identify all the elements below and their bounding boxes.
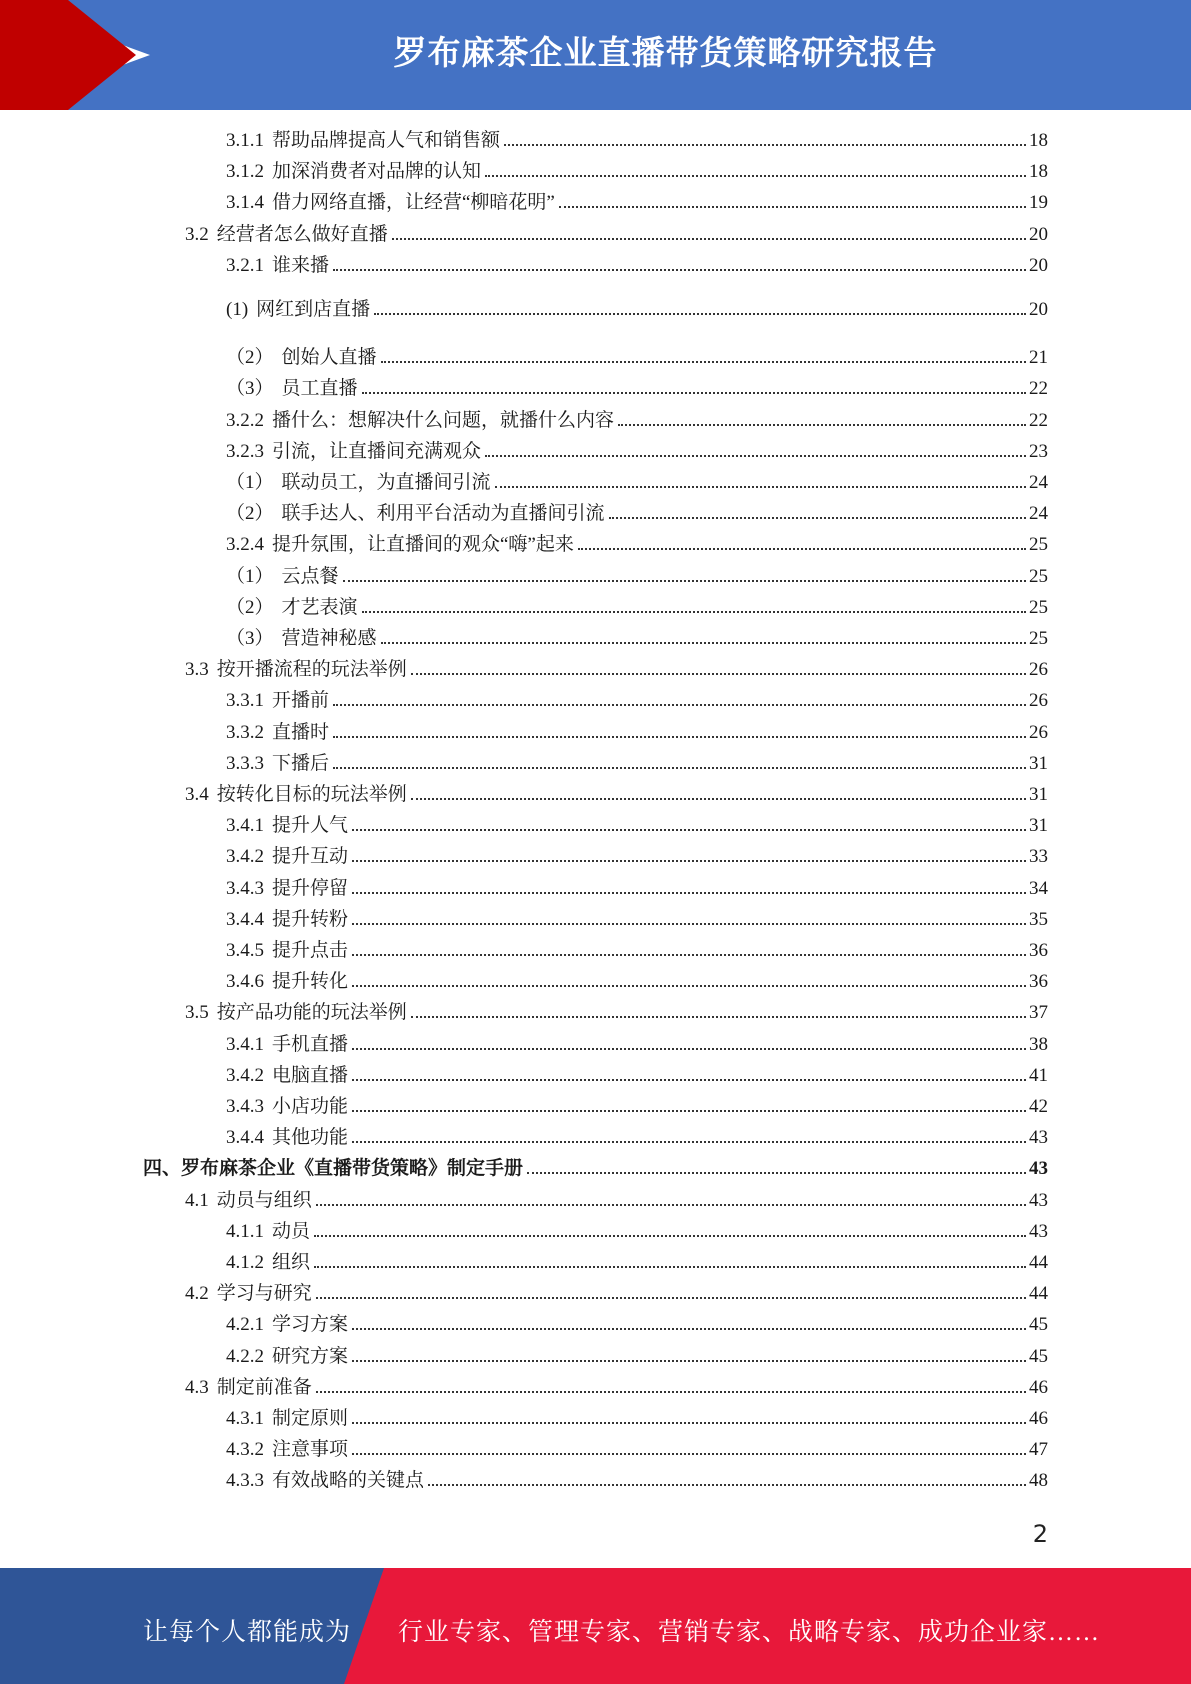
toc-entry-label: 才艺表演 — [281, 596, 358, 618]
toc-leader-dots — [504, 143, 1026, 146]
toc-entry-number: 3.3 — [185, 659, 209, 681]
toc-entry-number: 4.3.1 — [226, 1408, 264, 1429]
toc-entry-page: 36 — [1029, 940, 1048, 961]
toc-entry[interactable] — [226, 1436, 1048, 1464]
toc-entry[interactable] — [226, 812, 1048, 840]
toc-entry-number: 3.4.6 — [226, 971, 264, 993]
toc-entry-label: 制定前准备 — [216, 1376, 312, 1398]
toc-entry-page: 23 — [1029, 440, 1048, 462]
toc-entry-number: 3.4.1 — [226, 815, 264, 837]
toc-entry-page: 47 — [1029, 1439, 1048, 1461]
toc-entry-label: 提升转化 — [272, 971, 349, 993]
toc-entry-number: 4.3 — [185, 1376, 209, 1398]
toc-entry-number: 4.2.1 — [226, 1314, 264, 1336]
toc-entry-label: 创始人直播 — [281, 347, 377, 369]
toc-entry-label: 提升互动 — [272, 846, 349, 868]
toc-leader-dots — [362, 391, 1026, 394]
toc-entry-label: 小店功能 — [272, 1096, 349, 1117]
toc-entry[interactable] — [185, 1187, 1048, 1215]
toc-entry-number: 3.4.1 — [226, 1033, 264, 1055]
toc-entry-page: 35 — [1029, 908, 1048, 930]
toc-entry-number: 3.4.4 — [226, 908, 264, 930]
toc-entry-label: 提升转粉 — [272, 908, 349, 930]
toc-leader-dots — [578, 547, 1026, 550]
toc-entry-label: 其他功能 — [272, 1127, 349, 1149]
toc-entry[interactable] — [226, 531, 1048, 559]
toc-entry-page: 46 — [1029, 1376, 1048, 1398]
toc-entry-label: 按转化目标的玩法举例 — [216, 784, 407, 805]
toc-leader-dots — [352, 922, 1026, 925]
toc-entry-label: 引流，让直播间充满观众 — [272, 440, 482, 462]
toc-entry[interactable] — [226, 407, 1048, 435]
toc-leader-dots — [362, 610, 1026, 613]
toc-entry-label: 罗布麻茶企业《直播带货策略》制定手册 — [181, 1158, 524, 1180]
toc-leader-dots — [343, 579, 1026, 582]
toc-leader-dots — [381, 641, 1026, 644]
toc-leader-dots — [495, 485, 1026, 488]
toc-entry[interactable] — [226, 687, 1048, 715]
toc-entry-number: 4.2.2 — [226, 1345, 264, 1367]
toc-entry[interactable] — [226, 1093, 1048, 1121]
toc-entry-label: 提升氛围，让直播间的观众“嗨”起来 — [272, 534, 574, 556]
toc-entry-label: 提升点击 — [272, 940, 349, 961]
toc-entry-page: 24 — [1029, 503, 1048, 525]
toc-entry-number: 3.1.4 — [226, 192, 264, 214]
toc-leader-dots — [333, 268, 1026, 271]
footer-slogan-right: 行业专家、管理专家、营销专家、战略专家、成功企业家…… — [398, 1619, 1101, 1646]
toc-entry-page: 45 — [1029, 1345, 1048, 1367]
toc-entry[interactable] — [226, 1218, 1048, 1246]
toc-leader-dots — [316, 1390, 1026, 1393]
toc-entry[interactable] — [226, 189, 1048, 217]
toc-leader-dots — [485, 174, 1026, 177]
toc-entry[interactable] — [226, 127, 1048, 155]
toc-entry-label: 开播前 — [272, 690, 330, 712]
toc-entry[interactable] — [226, 500, 1048, 528]
toc-entry-number: 4.1 — [185, 1189, 209, 1211]
toc-entry-page: 20 — [1029, 299, 1048, 320]
toc-leader-dots — [428, 1483, 1026, 1486]
toc-entry[interactable] — [226, 1124, 1048, 1152]
toc-entry[interactable] — [226, 906, 1048, 934]
toc-entry-number: （1） — [226, 472, 274, 493]
toc-entry-page: 22 — [1029, 378, 1048, 400]
toc-entry-label: 手机直播 — [272, 1033, 349, 1055]
page-footer — [0, 1568, 1191, 1684]
toc-leader-dots — [352, 891, 1026, 894]
toc-entry-page: 25 — [1029, 628, 1048, 649]
toc-entry-number: 3.3.3 — [226, 752, 264, 774]
toc-entry-number: 3.2.1 — [226, 254, 264, 276]
toc-entry-label: 借力网络直播，让经营“柳暗花明” — [272, 192, 555, 214]
toc-entry[interactable] — [226, 344, 1048, 372]
toc-leader-dots — [352, 1140, 1026, 1143]
toc-entry-number: 4.2 — [185, 1283, 209, 1305]
toc-entry-label: 研究方案 — [272, 1345, 349, 1367]
toc-entry-page: 31 — [1029, 752, 1048, 774]
toc-leader-dots — [374, 312, 1026, 315]
toc-entry-page: 34 — [1029, 877, 1048, 899]
toc-entry-page: 36 — [1029, 971, 1048, 993]
toc-entry-page: 21 — [1029, 347, 1048, 369]
toc-leader-dots — [411, 797, 1026, 800]
toc-entry-page: 43 — [1029, 1220, 1048, 1242]
toc-leader-dots — [352, 1327, 1026, 1330]
toc-leader-dots — [352, 828, 1026, 831]
toc-entry-page: 25 — [1029, 565, 1048, 587]
toc-entry[interactable] — [185, 999, 1048, 1027]
toc-entry-label: 学习与研究 — [216, 1283, 312, 1305]
toc-entry-page: 48 — [1029, 1470, 1048, 1492]
toc-leader-dots — [527, 1171, 1026, 1174]
toc-entry-page: 33 — [1029, 846, 1048, 868]
document-title: 罗布麻茶企业直播带货策略研究报告 — [393, 33, 938, 72]
toc-entry-label: 员工直播 — [281, 378, 358, 400]
toc-entry[interactable] — [185, 781, 1048, 809]
toc-entry-number: 3.3.1 — [226, 690, 264, 712]
toc-entry-label: 加深消费者对品牌的认知 — [272, 161, 482, 183]
toc-entry-number: (1) — [226, 299, 249, 320]
toc-entry[interactable] — [226, 158, 1048, 186]
toc-leader-dots — [352, 1047, 1026, 1050]
toc-entry[interactable] — [226, 968, 1048, 996]
toc-entry-label: 制定原则 — [272, 1408, 349, 1429]
toc-entry-page: 42 — [1029, 1096, 1048, 1117]
toc-entry[interactable] — [226, 252, 1048, 280]
toc-leader-dots — [618, 423, 1026, 426]
toc-entry-number: （3） — [226, 628, 274, 649]
toc-entry-label: 经营者怎么做好直播 — [216, 223, 388, 245]
toc-entry-number: 3.4.2 — [226, 1064, 264, 1086]
toc-entry-number: 4.1.2 — [226, 1252, 264, 1273]
toc-entry-page: 26 — [1029, 721, 1048, 743]
toc-entry-label: 按产品功能的玩法举例 — [216, 1002, 407, 1024]
toc-entry-page: 38 — [1029, 1033, 1048, 1055]
toc-leader-dots — [352, 1078, 1026, 1081]
toc-entry[interactable] — [226, 1343, 1048, 1371]
toc-leader-dots — [411, 672, 1026, 675]
toc-entry[interactable] — [226, 937, 1048, 965]
toc-leader-dots — [316, 1296, 1026, 1299]
toc-entry-page: 44 — [1029, 1283, 1048, 1305]
toc-entry-number: 3.4.5 — [226, 940, 264, 961]
toc-entry-number: 3.2.3 — [226, 440, 264, 462]
toc-entry-label: 按开播流程的玩法举例 — [216, 659, 407, 681]
toc-entry-page: 45 — [1029, 1314, 1048, 1336]
toc-entry-page: 41 — [1029, 1064, 1048, 1086]
toc-entry[interactable] — [143, 1155, 1048, 1183]
toc-entry-label: 提升人气 — [272, 815, 349, 837]
toc-entry-number: 3.3.2 — [226, 721, 264, 743]
toc-leader-dots — [609, 516, 1026, 519]
toc-entry-page: 25 — [1029, 534, 1048, 556]
toc-entry-number: 4.3.2 — [226, 1439, 264, 1461]
toc-entry-number: 3.4.4 — [226, 1127, 264, 1149]
toc-entry-page: 31 — [1029, 784, 1048, 805]
toc-entry[interactable] — [226, 1249, 1048, 1277]
toc-entry-label: 云点餐 — [281, 565, 339, 587]
toc-entry-label: 帮助品牌提高人气和销售额 — [272, 130, 501, 151]
toc-entry[interactable] — [226, 719, 1048, 747]
page-number: 2 — [1032, 1520, 1048, 1548]
toc-leader-dots — [411, 1015, 1026, 1018]
toc-leader-dots — [352, 984, 1026, 987]
toc-entry-number: 3.5 — [185, 1002, 209, 1024]
header-red-block — [0, 0, 68, 110]
toc-entry-label: 动员与组织 — [216, 1189, 312, 1211]
toc-entry-number: 3.4.2 — [226, 846, 264, 868]
footer-slogan-left: 让每个人都能成为 — [143, 1619, 352, 1646]
toc-entry-number: 3.1.2 — [226, 161, 264, 183]
toc-entry-label: 营造神秘感 — [281, 628, 377, 649]
toc-entry-label: 联手达人、利用平台活动为直播间引流 — [281, 503, 605, 525]
toc-entry-page: 20 — [1029, 254, 1048, 276]
toc-entry-number: 3.4.3 — [226, 1096, 264, 1117]
toc-entry-page: 20 — [1029, 223, 1048, 245]
toc-entry[interactable] — [226, 875, 1048, 903]
toc-entry-page: 43 — [1029, 1189, 1048, 1211]
toc-entry-page: 18 — [1029, 161, 1048, 183]
toc-leader-dots — [314, 1265, 1026, 1268]
toc-entry-number: （2） — [226, 596, 274, 618]
toc-entry-page: 22 — [1029, 409, 1048, 431]
toc-entry-page: 37 — [1029, 1002, 1048, 1024]
toc-entry-page: 24 — [1029, 472, 1048, 493]
toc-entry-label: 播什么：想解决什么问题，就播什么内容 — [272, 409, 615, 431]
toc-entry-label: 提升停留 — [272, 877, 349, 899]
page-header — [0, 0, 1191, 110]
toc-entry[interactable] — [226, 594, 1048, 622]
toc-leader-dots — [352, 953, 1026, 956]
toc-entry[interactable] — [226, 1405, 1048, 1433]
toc-entry[interactable] — [185, 221, 1048, 249]
toc-leader-dots — [352, 1452, 1026, 1455]
toc-entry-page: 46 — [1029, 1408, 1048, 1429]
toc-entry-number: 3.1.1 — [226, 130, 264, 151]
toc-entry[interactable] — [185, 1280, 1048, 1308]
toc-entry-number: 3.2.2 — [226, 409, 264, 431]
toc-entry-label: 联动员工，为直播间引流 — [281, 472, 491, 493]
toc-entry-label: 组织 — [272, 1252, 311, 1273]
toc-entry-label: 下播后 — [272, 752, 330, 774]
toc-entry[interactable] — [226, 1031, 1048, 1059]
toc-entry[interactable] — [226, 1467, 1048, 1495]
toc-leader-dots — [314, 1234, 1026, 1237]
toc-leader-dots — [352, 1421, 1026, 1424]
toc-entry-page: 44 — [1029, 1252, 1048, 1273]
toc-leader-dots — [485, 454, 1026, 457]
toc-entry[interactable] — [226, 625, 1048, 653]
toc-leader-dots — [381, 360, 1026, 363]
toc-entry-label: 直播时 — [272, 721, 330, 743]
toc-leader-dots — [559, 205, 1026, 208]
toc-entry-number: （1） — [226, 565, 274, 587]
toc-entry[interactable] — [226, 843, 1048, 871]
toc-entry-label: 网红到店直播 — [256, 299, 371, 320]
toc-entry[interactable] — [226, 1062, 1048, 1090]
toc-leader-dots — [316, 1203, 1026, 1206]
toc-entry-number: （2） — [226, 503, 274, 525]
toc-entry-page: 25 — [1029, 596, 1048, 618]
toc-leader-dots — [333, 703, 1026, 706]
toc-entry-label: 学习方案 — [272, 1314, 349, 1336]
toc-entry-label: 有效战略的关键点 — [272, 1470, 425, 1492]
toc-entry-number: 4.3.3 — [226, 1470, 264, 1492]
toc-entry-page: 26 — [1029, 659, 1048, 681]
header-red-arrow — [68, 0, 136, 110]
toc-entry-page: 26 — [1029, 690, 1048, 712]
toc-entry[interactable] — [226, 750, 1048, 778]
toc-entry-page: 31 — [1029, 815, 1048, 837]
toc-entry-number: 4.1.1 — [226, 1220, 264, 1242]
toc-entry-number: （3） — [226, 378, 274, 400]
toc-entry[interactable] — [185, 1374, 1048, 1402]
toc-leader-dots — [333, 766, 1026, 769]
toc-entry-number: 3.2.4 — [226, 534, 264, 556]
toc-leader-dots — [392, 237, 1026, 240]
toc-entry-label: 谁来播 — [272, 254, 330, 276]
toc-entry-number: 四、 — [143, 1158, 182, 1180]
toc-leader-dots — [333, 735, 1026, 738]
toc-entry[interactable] — [226, 438, 1048, 466]
toc-entry[interactable] — [185, 656, 1048, 684]
toc-entry-number: 3.2 — [185, 223, 209, 245]
toc-leader-dots — [352, 1359, 1026, 1362]
toc-entry-page: 19 — [1029, 192, 1048, 214]
toc-entry-number: 3.4.3 — [226, 877, 264, 899]
toc-entry[interactable] — [226, 563, 1048, 591]
toc-entry[interactable] — [226, 296, 1048, 324]
toc-entry-label: 电脑直播 — [272, 1064, 349, 1086]
toc-entry-label: 注意事项 — [272, 1439, 349, 1461]
toc-entry[interactable] — [226, 469, 1048, 497]
toc-entry-number: 3.4 — [185, 784, 209, 805]
toc-entry-page: 18 — [1029, 130, 1048, 151]
toc-entry-page: 43 — [1029, 1158, 1048, 1180]
toc-entry[interactable] — [226, 375, 1048, 403]
toc-entry-page: 43 — [1029, 1127, 1048, 1149]
toc-entry-number: （2） — [226, 347, 274, 369]
toc-leader-dots — [352, 859, 1026, 862]
toc-entry-label: 动员 — [272, 1220, 311, 1242]
toc-entry[interactable] — [226, 1311, 1048, 1339]
toc-leader-dots — [352, 1109, 1026, 1112]
